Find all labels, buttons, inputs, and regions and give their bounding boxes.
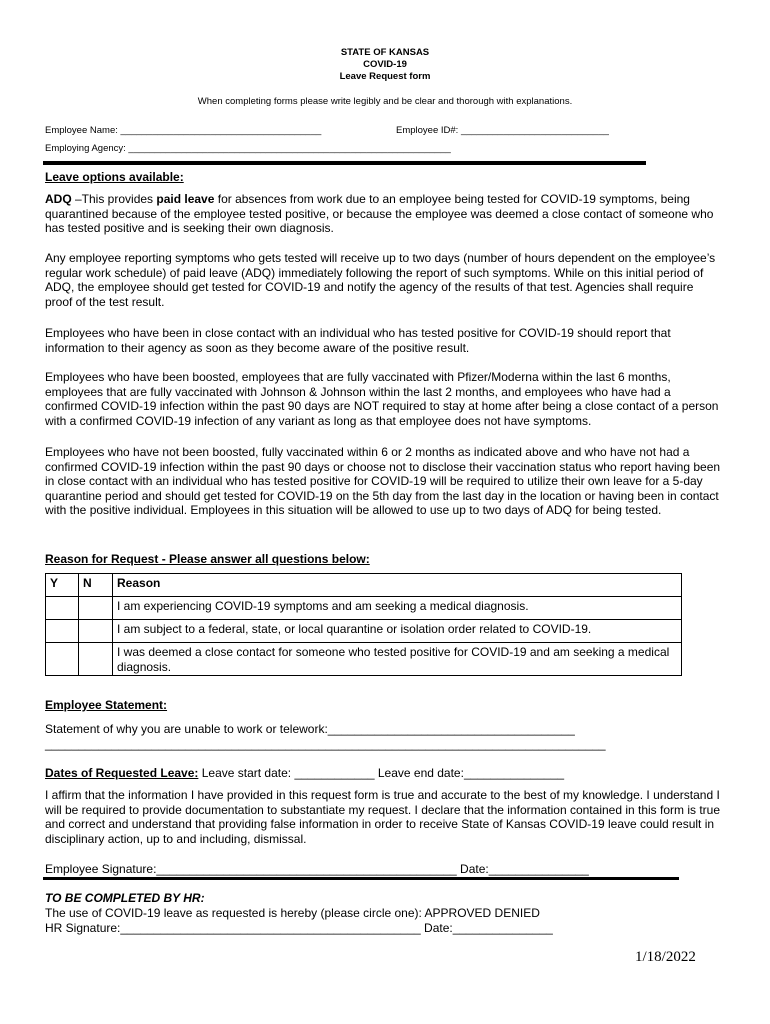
employee-signature-field[interactable]: Employee Signature:_____________________________________________ Date:_______________	[45, 862, 589, 876]
reason-text-3: I was deemed a close contact for someone who tested positive for COVID-19 and am seeking a medical diagnosis.	[113, 643, 682, 676]
statement-field-line-2[interactable]: ____________________________________________________________________________________	[45, 737, 606, 751]
statement-field[interactable]: Statement of why you are unable to work or telework:_____________________________________	[45, 722, 575, 736]
yes-checkbox-1[interactable]	[46, 597, 79, 620]
symptoms-paragraph: Any employee reporting symptoms who gets tested will receive up to two days (number of hours dependent on the employee’s regular work schedule) of paid leave (ADQ) immediately following the report of such symptoms. While on this initial period of ADQ, the employee should get tested for COVID-19 and notify the agency of the results of that test. Agencies shall require proof of the test result.	[45, 251, 716, 309]
form-covid-title: COVID-19	[363, 59, 407, 70]
adq-label: ADQ	[45, 192, 72, 206]
reason-text-1: I am experiencing COVID-19 symptoms and am seeking a medical diagnosis.	[113, 597, 682, 620]
reason-table	[45, 573, 682, 676]
reason-text-2: I am subject to a federal, state, or local quarantine or isolation order related to COVID-19.	[113, 620, 682, 643]
no-checkbox-2[interactable]	[79, 620, 113, 643]
no-checkbox-1[interactable]	[79, 597, 113, 620]
form-state-title: STATE OF KANSAS	[340, 47, 430, 58]
col-reason-header: Reason	[113, 574, 682, 597]
table-row	[46, 597, 682, 620]
adq-paragraph: ADQ –This provides paid leave for absences from work due to an employee being tested for COVID-19 symptoms, being quarantined because of the employee tested positive, or because the employee was deemed a close contact of someone who has tested positive and is seeking their own diagnosis.	[45, 192, 714, 236]
col-y-header: Y	[46, 574, 79, 597]
table-row	[46, 643, 682, 676]
dates-line	[45, 766, 564, 781]
footer-date: 1/18/2022	[635, 949, 696, 965]
hr-signature-field[interactable]: HR Signature:_____________________________________________ Date:_______________	[45, 921, 553, 935]
signature-divider	[43, 877, 679, 880]
dates-heading: Dates of Requested Leave:	[45, 766, 199, 780]
leave-date-fields[interactable]: Leave start date: ____________ Leave end date:_______________	[198, 766, 565, 780]
form-title: Leave Request form	[339, 71, 431, 82]
col-n-header: N	[79, 574, 113, 597]
table-row	[46, 620, 682, 643]
close-contact-paragraph: Employees who have been in close contact with an individual who has tested positive for COVID-19 should report that information to their agency as soon as they become aware of the positive result.	[45, 326, 671, 355]
reason-heading: Reason for Request - Please answer all questions below:	[45, 552, 370, 566]
employing-agency-field[interactable]: Employing Agency: _____________________________________________________________	[45, 143, 451, 154]
no-checkbox-3[interactable]	[79, 643, 113, 676]
vaccinated-paragraph: Employees who have been boosted, employees that are fully vaccinated with Pfizer/Moderna within the last 6 months, employees that are fully vaccinated with Johnson & Johnson within the last 2 months, and employees who have had a confirmed COVID-19 infection within the past 90 days are NOT required to stay at home after being a close contact of a person with a confirmed COVID-19 infection of any variant as long as that employee does not have symptoms.	[45, 370, 719, 428]
leave-options-heading: Leave options available:	[45, 170, 184, 184]
header-divider	[43, 161, 646, 165]
employee-name-field[interactable]: Employee Name: ______________________________________	[45, 125, 322, 136]
yes-checkbox-3[interactable]	[46, 643, 79, 676]
hr-heading: TO BE COMPLETED BY HR:	[45, 891, 205, 905]
affirmation-paragraph: I affirm that the information I have provided in this request form is true and accurate to the best of my knowledge. I understand I will be required to provide documentation to substantiate my request. I declare that the information contained in this form is true and correct and understand that providing false information in order to receive State of Kansas COVID-19 leave could result in disciplinary action, up to and including, dismissal.	[45, 788, 721, 846]
employee-statement-heading: Employee Statement:	[45, 698, 168, 712]
not-vaccinated-paragraph: Employees who have not been boosted, fully vaccinated within 6 or 2 months as indicated above and who have not had a confirmed COVID-19 infection within the past 90 days or choose not to disclose their vaccination status who report having been in close contact with an individual who has tested positive for COVID-19 will be required to utilize their own leave for a 5-day quarantine period and should get tested for COVID-19 on the 5th day from the last day in the location or having been in contact with the positive individual. Employees in this situation will be allowed to use up to two days of ADQ for being tested.	[45, 445, 721, 518]
employee-id-field[interactable]: Employee ID#: ____________________________	[396, 125, 609, 136]
table-header-row	[46, 574, 682, 597]
paid-leave-text: paid leave	[156, 192, 215, 206]
instructions: When completing forms please write legibly and be clear and thorough with explanations.	[197, 96, 573, 107]
hr-approval-line[interactable]: The use of COVID-19 leave as requested is hereby (please circle one): APPROVED DENIED	[45, 906, 540, 920]
yes-checkbox-2[interactable]	[46, 620, 79, 643]
